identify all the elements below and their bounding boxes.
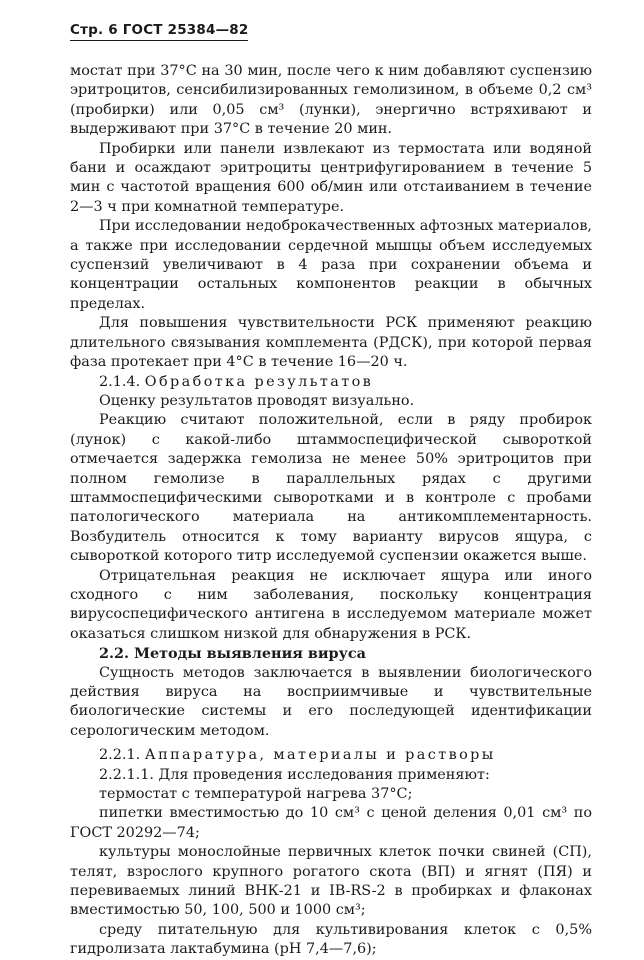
section-number: 2.1.4. <box>99 373 141 390</box>
page-header: Стр. 6 ГОСТ 25384—82 <box>70 22 248 41</box>
paragraph: Отрицательная реакция не исключает ящура или иного сходного с ним заболевания, поскольку концентрация вирусоспецифического антигена в исследуемом материале может оказаться слишком низкой для обнаружения в РСК. <box>70 567 592 642</box>
list-item: пипетки вместимостью до 10 см³ с ценой деления 0,01 см³ по ГОСТ 20292—74; <box>70 805 592 841</box>
section-title: Обработка результатов <box>144 373 374 390</box>
list-item: культуры монослойные первичных клеток почки свиней (СП), телят, взрослого крупного рогатого скота (ВП) и ягнят (ПЯ) и перевиваемых линий ВНК-21 и IB-RS-2 в пробирках и флаконах вместимостью 50, 100, 500 и 1000 см³; <box>70 844 592 919</box>
section-number: 2.2.1. <box>99 747 141 764</box>
paragraph: При исследовании недоброкачественных афтозных материалов, а также при исследовании сердечной мышцы объем исследуемых суспензий увеличивают в 4 раза при сохранении объема и концентрации остальных компонентов реакции в обычных пределах. <box>70 218 592 312</box>
section-heading-2-2: 2.2. Методы выявления вируса <box>99 645 366 663</box>
paragraph: Оценку результатов проводят визуально. <box>99 392 415 409</box>
paragraph: Для повышения чувствительности РСК применяют реакцию длительного связывания комплемента (РДСК), при которой первая фаза протекает при 4°С в течение 16—20 ч. <box>70 315 592 371</box>
paragraph: Реакцию считают положительной, если в ряду пробирок (лунок) с какой-либо штаммоспецифической сывороткой отмечается задержка гемолиза не менее 50% эритроцитов при полном гемолизе в параллельных рядах с другими штаммоспецифическими сыворотками и в контроле с пробами патологического материала на антикомплементарность. Возбудитель относится к тому варианту вирусов ящура, с сывороткой которого титр исследуемой суспензии окажется выше. <box>70 412 592 565</box>
section-heading-2-1-4 <box>70 373 592 392</box>
list-item: термостат с температурой нагрева 37°С; <box>99 786 413 803</box>
paragraph: 2.2.1.1. Для проведения исследования применяют: <box>99 766 490 783</box>
list-item: среду питательную для культивирования клеток с 0,5% гидролизата лактабумина (рН 7,4—7,6); <box>70 921 592 958</box>
section-heading-2-2-1 <box>70 746 592 765</box>
document-body <box>70 62 592 960</box>
paragraph: мостат при 37°С на 30 мин, после чего к ним добавляют суспензию эритроцитов, сенсибилизированных гемолизином, в объеме 0,2 см³ (пробирки) или 0,05 см³ (лунки), энергично встряхивают и выдерживают при 37°С в течение 20 мин. <box>70 63 592 138</box>
section-title: Аппаратура, материалы и растворы <box>144 747 496 764</box>
paragraph: Сущность методов заключается в выявлении биологического действия вируса на восприимчивые и чувствительные биологические системы и его последующей идентификации серологическим методом. <box>70 664 592 739</box>
paragraph: Пробирки или панели извлекают из термостата или водяной бани и осаждают эритроциты центрифугированием в течение 5 мин с частотой вращения 600 об/мин или отстаиванием в течение 2—3 ч при комнатной температуре. <box>70 140 592 215</box>
